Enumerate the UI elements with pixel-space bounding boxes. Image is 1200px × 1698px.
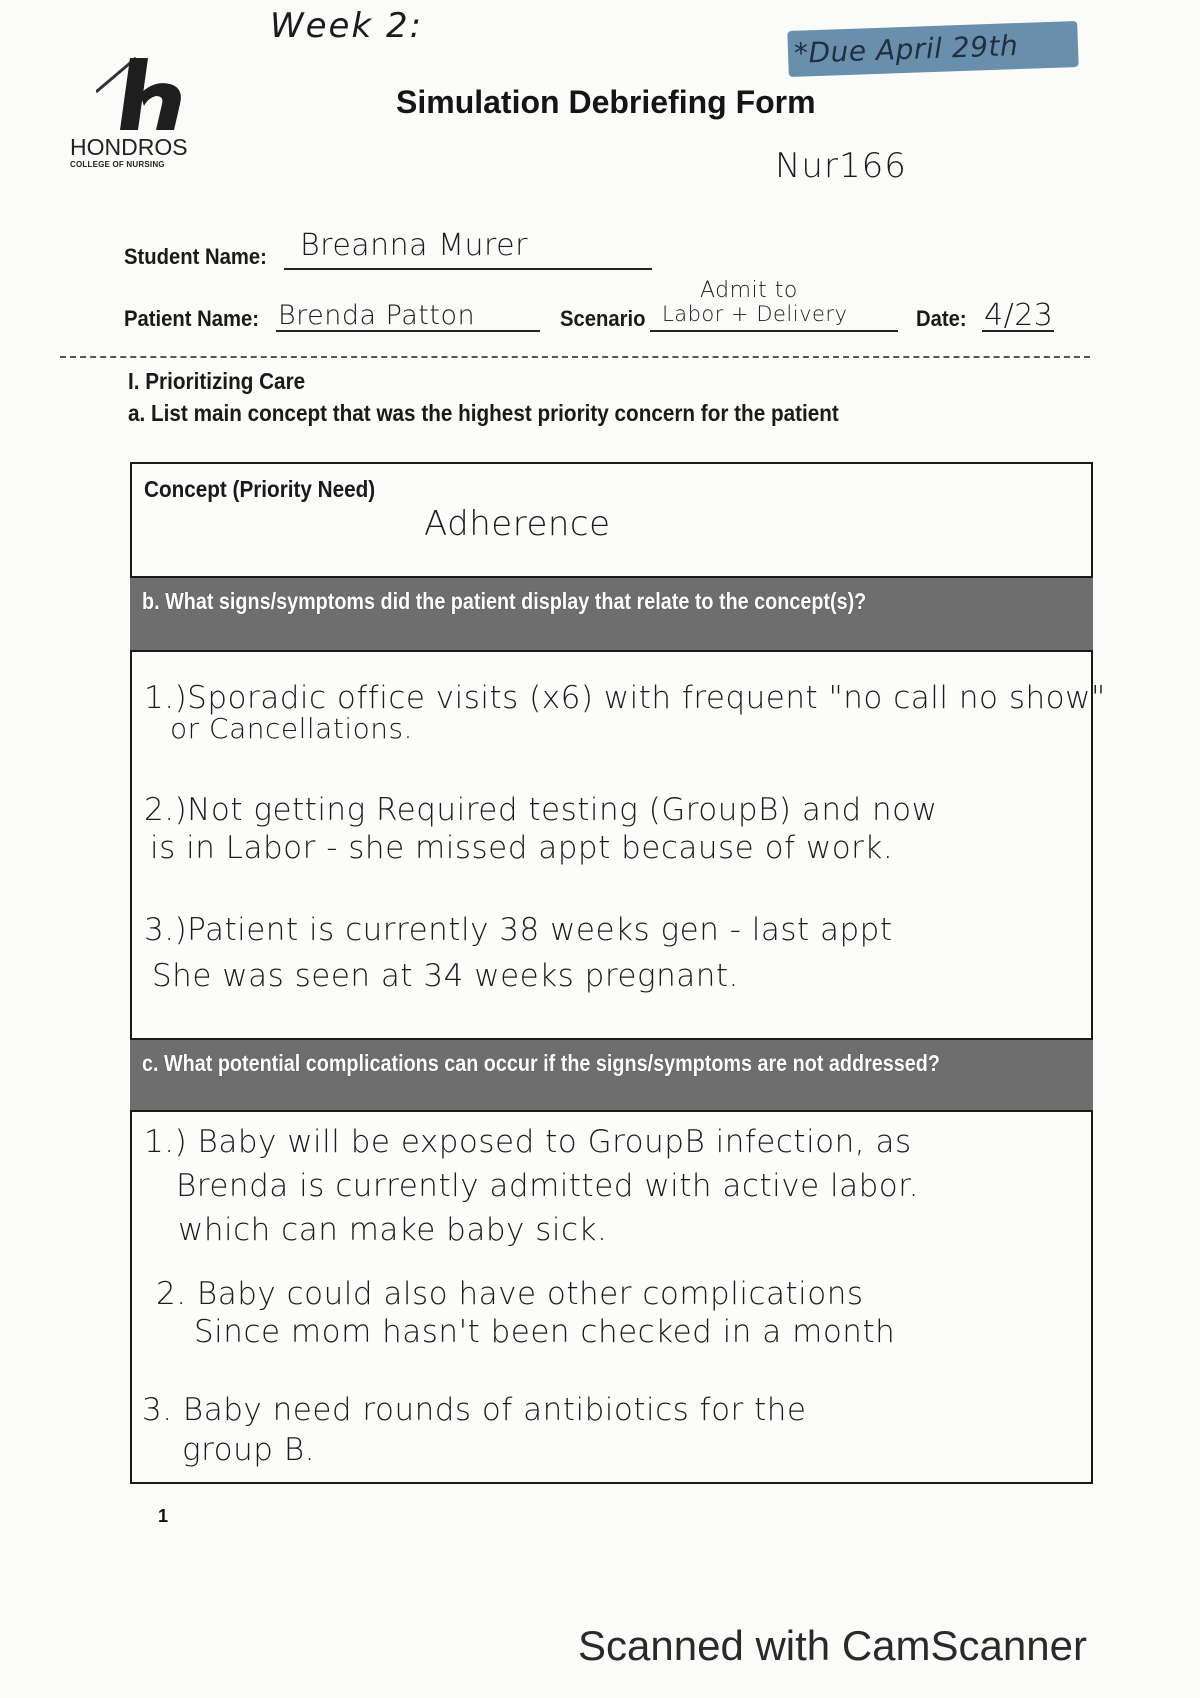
- student-name-label: Student Name:: [124, 244, 267, 269]
- date-label: Date:: [916, 306, 967, 331]
- sign-3-line2[interactable]: She was seen at 34 weeks pregnant.: [152, 958, 739, 994]
- student-name-line: [284, 268, 652, 270]
- complications-header-band: [130, 1038, 1093, 1112]
- prompt-a: a. List main concept that was the highest priority concern for the patient: [128, 400, 839, 426]
- signs-header-band: [130, 576, 1093, 652]
- prompt-c: c. What potential complications can occur if the signs/symptoms are not addressed?: [142, 1050, 940, 1076]
- page-number: 1: [158, 1506, 169, 1526]
- course-note: Nur166: [775, 146, 907, 186]
- logo-subtitle: COLLEGE OF NURSING: [70, 160, 165, 169]
- patient-name-label: Patient Name:: [124, 306, 259, 331]
- week-note: Week 2:: [270, 6, 424, 46]
- sign-1-line2[interactable]: or Cancellations.: [170, 712, 413, 745]
- concept-label: Concept (Priority Need): [144, 476, 376, 502]
- scenario-value-line2[interactable]: Labor + Delivery: [662, 302, 848, 326]
- section-divider: [60, 356, 1090, 358]
- complication-1-line1[interactable]: 1.) Baby will be exposed to GroupB infection, as: [144, 1124, 912, 1160]
- scenario-value-line1[interactable]: Admit to: [700, 278, 798, 303]
- due-date-highlight: *Due April 29th: [787, 21, 1078, 77]
- sign-2-line1[interactable]: 2.)Not getting Required testing (GroupB) and now: [144, 792, 938, 828]
- scenario-label: Scenario: [560, 306, 646, 331]
- complication-3-line2[interactable]: group B.: [182, 1432, 315, 1468]
- complication-1-line2[interactable]: Brenda is currently admitted with active labor.: [176, 1168, 920, 1204]
- sign-3-line1[interactable]: 3.)Patient is currently 38 weeks gen - last appt: [144, 912, 893, 948]
- logo-wordmark: HONDROS: [70, 134, 188, 160]
- complication-2-line2[interactable]: Since mom hasn't been checked in a month: [194, 1314, 896, 1350]
- prompt-b: b. What signs/symptoms did the patient display that relate to the concept(s)?: [142, 588, 867, 614]
- college-logo: [66, 54, 206, 174]
- complication-1-line3[interactable]: which can make baby sick.: [178, 1212, 608, 1248]
- scenario-line: [650, 330, 898, 332]
- patient-name-value[interactable]: Brenda Patton: [278, 300, 476, 331]
- complication-3-line1[interactable]: 3. Baby need rounds of antibiotics for the: [142, 1392, 807, 1428]
- sign-1-line1[interactable]: 1.)Sporadic office visits (x6) with frequent "no call no show": [144, 680, 1106, 716]
- concept-value[interactable]: Adherence: [424, 504, 611, 544]
- date-value[interactable]: 4/23: [984, 298, 1054, 333]
- complication-2-line1[interactable]: 2. Baby could also have other complications: [156, 1276, 864, 1312]
- section-heading: I. Prioritizing Care: [128, 368, 306, 394]
- logo-h-icon: [96, 54, 196, 134]
- student-name-value[interactable]: Breanna Murer: [300, 228, 528, 263]
- form-title: Simulation Debriefing Form: [396, 84, 816, 120]
- debrief-table: [130, 462, 1106, 1484]
- sign-2-line2[interactable]: is in Labor - she missed appt because of work.: [150, 830, 894, 866]
- scanner-watermark: Scanned with CamScanner: [578, 1622, 1087, 1669]
